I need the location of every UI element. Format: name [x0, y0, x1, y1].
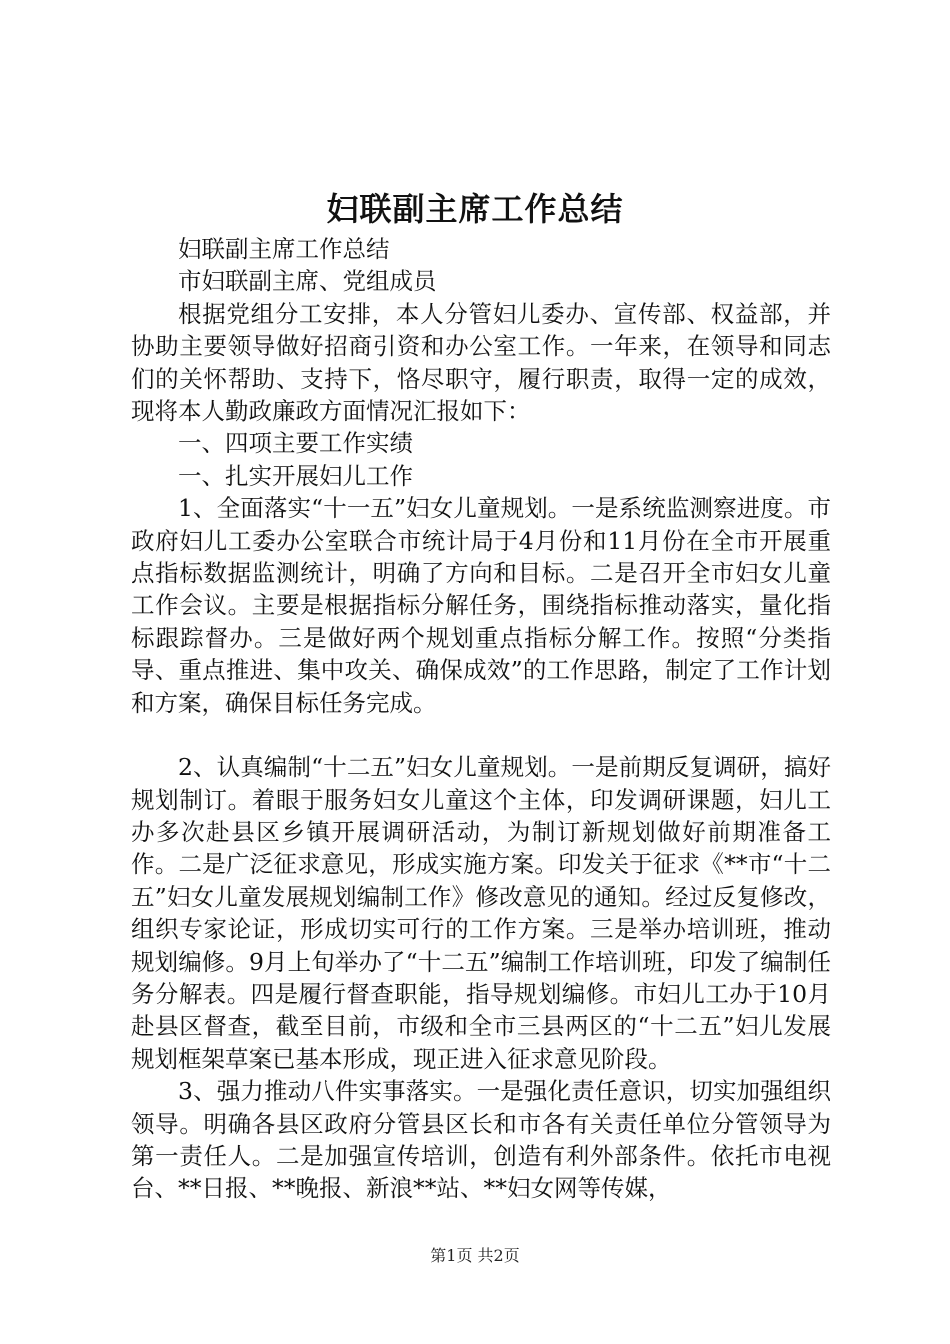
- page-title: 妇联副主席工作总结: [326, 190, 624, 228]
- paragraph-author: 市妇联副主席、党组成员: [178, 267, 437, 296]
- document-body: [131, 233, 831, 1205]
- subsection-heading: 一、扎实开展妇儿工作: [178, 461, 413, 490]
- section-heading: 一、四项主要工作实绩: [178, 429, 413, 458]
- paragraph-item-2: 2、认真编制“十二五”妇女儿童规划。一是前期反复调研，搞好规划制订。着眼于服务妇女儿童这个主体，印发调研课题，妇儿工办多次赴县区乡镇开展调研活动，为制订新规划做好前期准备工作。二是广泛征求意见，形成实施方案。印发关于征求《**市“十二五”妇女儿童发展规划编制工作》修改意见的通知。经过反复修改，组织专家论证，形成切实可行的工作方案。三是举办培训班，推动规划编修。9月上旬举办了“十二五”编制工作培训班，印发了编制任务分解表。四是履行督查职能，指导规划编修。市妇儿工办于10月赴县区督查，截至目前，市级和全市三县两区的“十二五”妇儿发展规划框架草案已基本形成，现正进入征求意见阶段。: [131, 753, 831, 1073]
- paragraph-subtitle: 妇联副主席工作总结: [178, 235, 390, 263]
- page-number-footer: 第1页 共2页: [430, 1246, 520, 1265]
- paragraph-item-3: 3、强力推动八件实事落实。一是强化责任意识，切实加强组织领导。明确各县区政府分管县区长和市各有关责任单位分管领导为第一责任人。二是加强宣传培训，创造有利外部条件。依托市电视台、**日报、**晚报、新浪**站、**妇女网等传媒，: [131, 1077, 831, 1203]
- paragraph-intro: 根据党组分工安排，本人分管妇儿委办、宣传部、权益部，并协助主要领导做好招商引资和办公室工作。一年来，在领导和同志们的关怀帮助、支持下，恪尽职守，履行职责，取得一定的成效，现将本人勤政廉政方面情况汇报如下：: [131, 299, 831, 426]
- paragraph-item-1: 1、全面落实“十一五”妇女儿童规划。一是系统监测察进度。市政府妇儿工委办公室联合市统计局于4月份和11月份在全市开展重点指标数据监测统计，明确了方向和目标。二是召开全市妇女儿童工作会议。主要是根据指标分解任务，围绕指标推动落实，量化指标跟踪督办。三是做好两个规划重点指标分解工作。按照“分类指导、重点推进、集中攻关、确保成效”的工作思路，制定了工作计划和方案，确保目标任务完成。: [131, 494, 831, 717]
